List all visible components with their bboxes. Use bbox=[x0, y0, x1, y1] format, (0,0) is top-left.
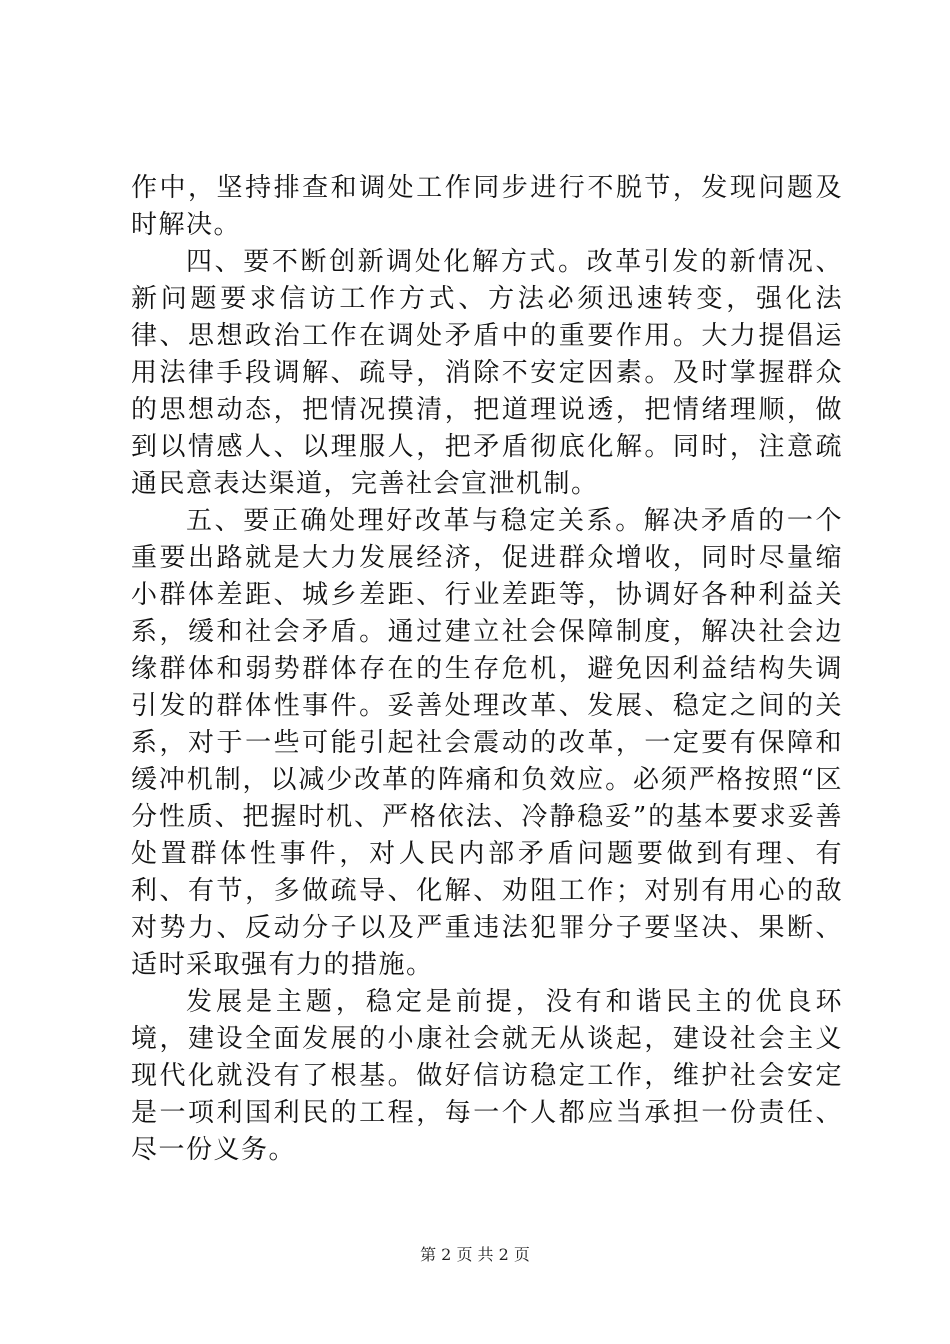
paragraph-continuation: 作中，坚持排查和调处工作同步进行不脱节，发现问题及时解决。 bbox=[131, 173, 843, 240]
paragraph-section-four: 四、要不断创新调处化解方式。改革引发的新情况、新问题要求信访工作方式、方法必须迅速转变，强化法律、思想政治工作在调处矛盾中的重要作用。大力提倡运用法律手段调解、疏导，消除不安定因素。及时掌握群众的思想动态，把情况摸清，把道理说透，把情绪理顺，做到以情感人、以理服人，把矛盾彻底化解。同时，注意疏通民意表达渠道，完善社会宣泄机制。 bbox=[131, 247, 843, 499]
document-body bbox=[131, 170, 843, 1169]
paragraph-section-five: 五、要正确处理好改革与稳定关系。解决矛盾的一个重要出路就是大力发展经济，促进群众增收，同时尽量缩小群体差距、城乡差距、行业差距等，协调好各种利益关系，缓和社会矛盾。通过建立社会保障制度，解决社会边缘群体和弱势群体存在的生存危机，避免因利益结构失调引发的群体性事件。妥善处理改革、发展、稳定之间的关系，对于一些可能引起社会震动的改革，一定要有保障和缓冲机制，以减少改革的阵痛和负效应。必须严格按照“区分性质、把握时机、严格依法、冷静稳妥”的基本要求妥善处置群体性事件，对人民内部矛盾问题要做到有理、有利、有节，多做疏导、化解、劝阻工作；对别有用心的敌对势力、反动分子以及严重违法犯罪分子要坚决、果断、适时采取强有力的措施。 bbox=[131, 506, 843, 980]
page-number-footer: 第 2 页 共 2 页 bbox=[420, 1245, 530, 1264]
paragraph-conclusion: 发展是主题，稳定是前提，没有和谐民主的优良环境，建设全面发展的小康社会就无从谈起，建设社会主义现代化就没有了根基。做好信访稳定工作，维护社会安定是一项利国利民的工程，每一个人都应当承担一份责任、尽一份义务。 bbox=[131, 987, 843, 1165]
